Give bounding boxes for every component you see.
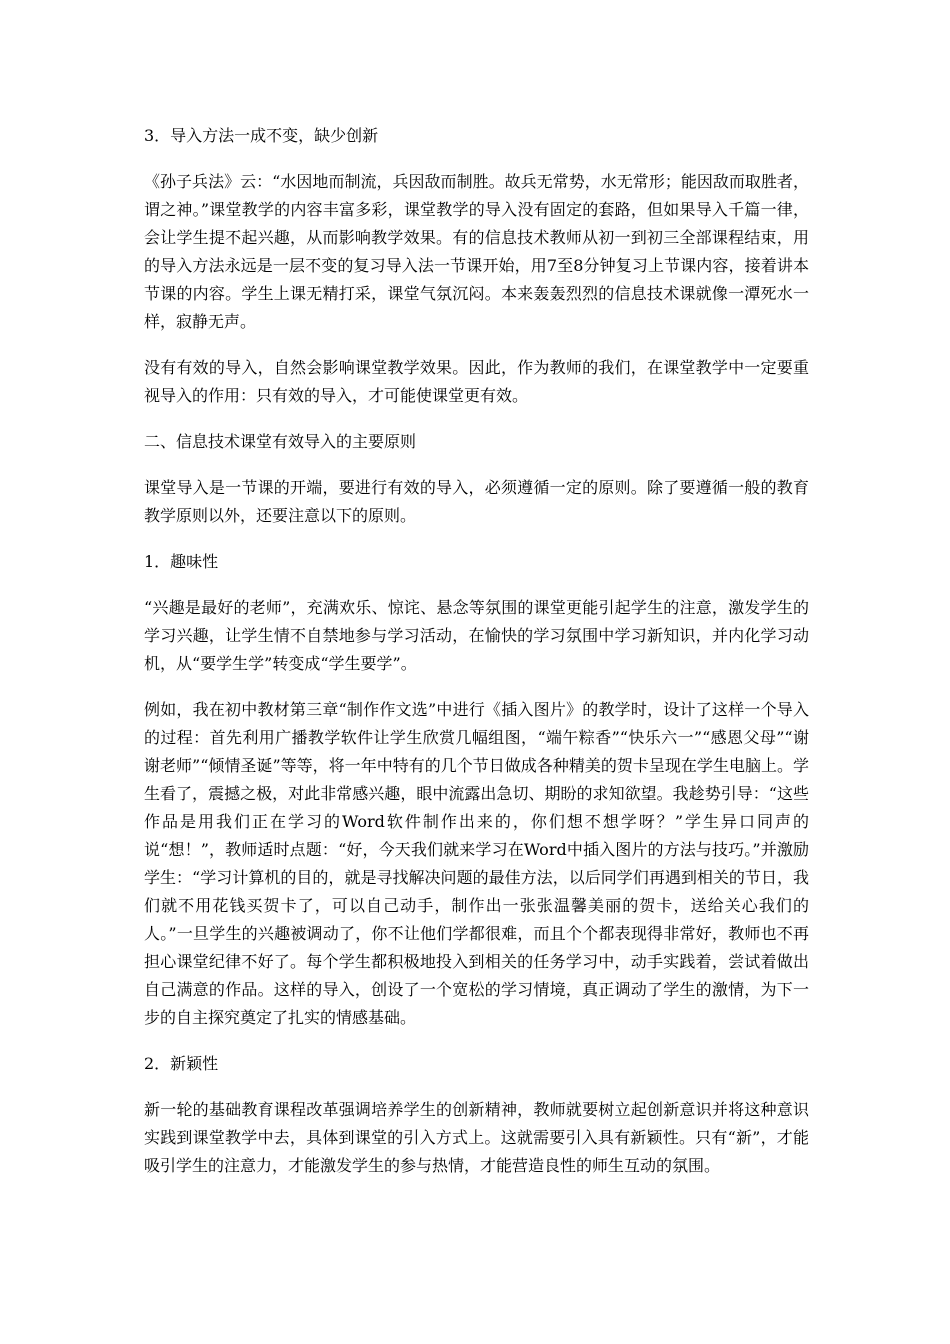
paragraph-example: 例如，我在初中教材第三章“制作作文选”中进行《插入图片》的教学时，设计了这样一个导入的过程：首先利用广播教学软件让学生欣赏几幅组图，“端午粽香”“快乐六一”“感恩父母”“谢谢老师”“倾情圣诞”等等，将一年中特有的几个节日做成各种精美的贺卡呈现在学生电脑上。学生看了，震撼之极，对此非常感兴趣，眼中流露出急切、期盼的求知欲望。我趁势引导：“这些作品是用我们正在学习的Word软件制作出来的，你们想不想学呀？”学生异口同声的说“想！”，教师适时点题：“好，今天我们就来学习在Word中插入图片的方法与技巧。”并激励学生：“学习计算机的目的，就是寻找解决问题的最佳方法，以后同学们再遇到相关的节日，我们就不用花钱买贺卡了，可以自己动手，制作出一张张温馨美丽的贺卡，送给关心我们的人。”一旦学生的兴趣被调动了，你不让他们学都很难，而且个个都表现得非常好，教师也不再担心课堂纪律不好了。每个学生都积极地投入到相关的任务学习中，动手实践着，尝试着做出自己满意的作品。这样的导入，创设了一个宽松的学习情境，真正调动了学生的激情，为下一步的自主探究奠定了扎实的情感基础。 bbox=[144, 700, 809, 1027]
paragraph-effective-intro: 没有有效的导入，自然会影响课堂教学效果。因此，作为教师的我们，在课堂教学中一定要重视导入的作用：只有效的导入，才可能使课堂更有效。 bbox=[144, 358, 809, 405]
heading-2-novelty: 2．新颖性 bbox=[144, 1054, 219, 1073]
paragraph-principles: 课堂导入是一节课的开端，要进行有效的导入，必须遵循一定的原则。除了要遵循一般的教育教学原则以外，还要注意以下的原则。 bbox=[144, 478, 809, 525]
paragraph-interest: “兴趣是最好的老师”，充满欢乐、惊诧、悬念等氛围的课堂更能引起学生的注意，激发学生的学习兴趣，让学生情不自禁地参与学习活动，在愉快的学习氛围中学习新知识，并内化学习动机，从“要学生学”转变成“学生要学”。 bbox=[144, 598, 809, 673]
paragraph-novelty: 新一轮的基础教育课程改革强调培养学生的创新精神，教师就要树立起创新意识并将这种意识实践到课堂教学中去，具体到课堂的引入方式上。这就需要引入具有新颖性。只有“新”，才能吸引学生的注意力，才能激发学生的参与热情，才能营造良性的师生互动的氛围。 bbox=[144, 1100, 809, 1175]
document-body bbox=[144, 122, 809, 1198]
heading-1-interest: 1．趣味性 bbox=[144, 552, 219, 571]
paragraph-sunzi-quote: 《孙子兵法》云：“水因地而制流，兵因敌而制胜。故兵无常势，水无常形；能因敌而取胜者，谓之神。”课堂教学的内容丰富多彩，课堂教学的导入没有固定的套路，但如果导入千篇一律，会让学生提不起兴趣，从而影响教学效果。有的信息技术教师从初一到初三全部课程结束，用的导入方法永远是一层不变的复习导入法一节课开始，用7至8分钟复习上节课内容，接着讲本节课的内容。学生上课无精打采，课堂气氛沉闷。本来轰轰烈烈的信息技术课就像一潭死水一样，寂静无声。 bbox=[144, 172, 809, 331]
heading-3-intro-method: 3．导入方法一成不变，缺少创新 bbox=[144, 126, 379, 145]
heading-section-two: 二、信息技术课堂有效导入的主要原则 bbox=[144, 432, 417, 451]
